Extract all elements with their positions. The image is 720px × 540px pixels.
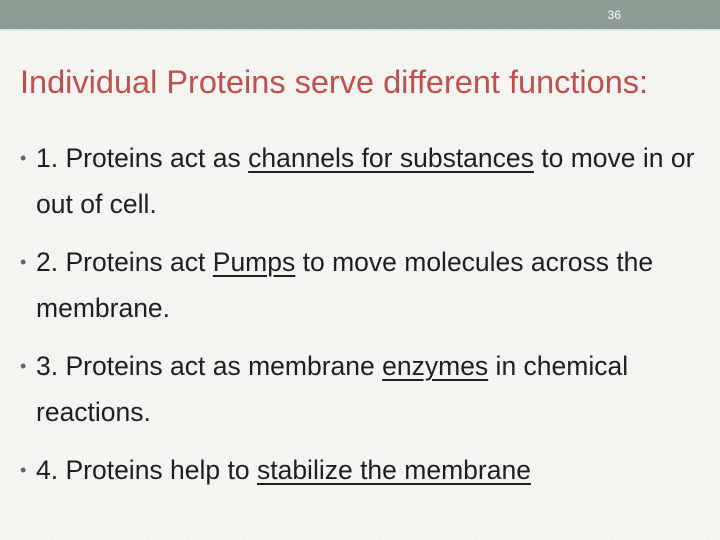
bullet-list [20, 135, 700, 505]
bullet-text-before: 2. Proteins act [36, 247, 213, 277]
bullet-item-1 [20, 135, 700, 227]
bullet-text-after: in chemical reactions. [36, 351, 629, 427]
bullet-item-4 [20, 447, 700, 493]
bullet-item-3 [20, 343, 700, 435]
slide-title: Individual Proteins serve different functions: [20, 64, 649, 100]
bullet-icon: • [20, 148, 27, 168]
bullet-icon: • [20, 356, 27, 376]
bullet-icon: • [20, 460, 27, 480]
bullet-underlined-text: stabilize the membrane [256, 455, 531, 485]
bullet-underlined-text: Pumps [212, 247, 296, 277]
bullet-text-after: to move molecules across the membrane. [36, 247, 654, 323]
bullet-underlined-text: channels for substances [248, 143, 534, 173]
bullet-underlined-text: enzymes [382, 351, 489, 381]
top-bar-shadow [0, 29, 720, 32]
bullet-text-before: 1. Proteins act as [36, 143, 249, 173]
bullet-text-after: to move in or out of cell. [36, 143, 695, 219]
bullet-item-2 [20, 239, 700, 331]
bullet-icon: • [20, 252, 27, 272]
top-bar [0, 0, 720, 29]
slide-number: 36 [607, 8, 621, 22]
bullet-text-before: 4. Proteins help to [36, 455, 257, 485]
bullet-text-before: 3. Proteins act as membrane [36, 351, 383, 381]
